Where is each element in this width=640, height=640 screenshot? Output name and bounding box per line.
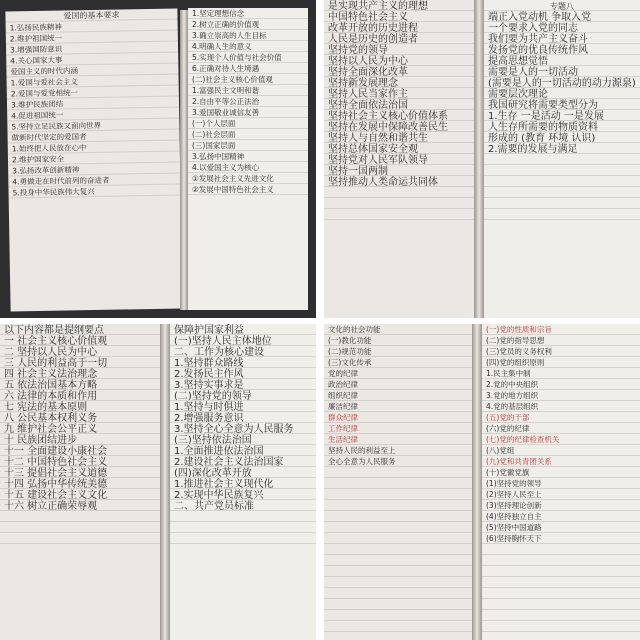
- handwritten-line: [170, 522, 316, 533]
- handwritten-line: (5)坚持中国道路: [482, 522, 640, 533]
- handwritten-line: (三)国家层面: [188, 140, 308, 151]
- handwritten-line: 是实现共产主义的理想: [324, 0, 474, 11]
- handwritten-line: 5.实现个人价值与社会价值: [188, 52, 308, 63]
- handwritten-line: 形成的 (教育 环境 认识): [484, 132, 640, 143]
- handwritten-line: 廉洁纪律: [324, 401, 472, 412]
- notebook-right-page: [188, 8, 308, 310]
- handwritten-line: 坚持人民的利益至上: [324, 445, 472, 456]
- handwritten-line: [324, 478, 472, 489]
- handwritten-line: 坚持人民当家作主: [324, 88, 474, 99]
- handwritten-line: [484, 209, 640, 220]
- handwritten-line: [324, 555, 472, 566]
- handwritten-line: 十三 提倡社会主义道德: [0, 467, 160, 478]
- handwritten-line: 1.爱国与爱社会主义: [7, 75, 179, 89]
- handwritten-line: [324, 621, 472, 632]
- handwritten-line: (1)坚持党的领导: [482, 478, 640, 489]
- handwritten-line: 七 宪法的基本原则: [0, 401, 160, 412]
- handwritten-line: (二)社会层面: [188, 129, 308, 140]
- handwritten-line: [482, 555, 640, 566]
- handwritten-line: (一)党的性质和宗旨: [482, 324, 640, 335]
- handwritten-line: [324, 566, 472, 577]
- handwritten-line: 1.坚持与时俱进: [170, 401, 316, 412]
- handwritten-line: 以下内容都是提纲要点: [0, 324, 160, 335]
- handwritten-line: 坚持一国两制: [324, 165, 474, 176]
- handwritten-line: (3)坚持理论创新: [482, 500, 640, 511]
- handwritten-line: 工作纪律: [324, 423, 472, 434]
- handwritten-line: 3.党的地方组织: [482, 390, 640, 401]
- notebook-right-page: [482, 324, 640, 640]
- notebook-left-page: [324, 0, 474, 318]
- handwritten-line: [482, 621, 640, 632]
- handwritten-line: 坚持党对人民军队领导: [324, 154, 474, 165]
- handwritten-line: 2.增强服务意识: [170, 412, 316, 423]
- notebook-left-page: [324, 324, 472, 640]
- handwritten-line: 政治纪律: [324, 379, 472, 390]
- handwritten-line: 3.坚持实事求是: [170, 379, 316, 390]
- handwritten-line: 2.爱国与爱党相统一: [7, 86, 179, 100]
- handwritten-line: 3.维护民族团结: [7, 97, 179, 111]
- handwritten-line: [0, 533, 160, 544]
- handwritten-line: [0, 522, 160, 533]
- handwritten-line: [484, 176, 640, 187]
- handwritten-line: 发扬党的优良传统作风: [484, 44, 640, 55]
- handwritten-line: 组织纪律: [324, 390, 472, 401]
- handwritten-line: 5.坚持立足民族又面向世界: [7, 119, 179, 133]
- handwritten-line: [324, 187, 474, 198]
- handwritten-line: (一)个人层面: [188, 118, 308, 129]
- handwritten-line: 全心全意为人民服务: [324, 456, 472, 467]
- handwritten-line: [324, 489, 472, 500]
- photo-top-left: [0, 0, 316, 318]
- handwritten-line: 2.树立正确的价值观: [188, 19, 308, 30]
- handwritten-line: 6.正确对待人生境遇: [188, 63, 308, 74]
- handwritten-line: (一)教化功能: [324, 335, 472, 346]
- handwritten-line: 四 社会主义法治理念: [0, 368, 160, 379]
- notebook-left-page: [0, 324, 160, 640]
- handwritten-line: 4.明确人生的意义: [188, 41, 308, 52]
- handwritten-line: 党的纪律: [324, 368, 472, 379]
- handwritten-line: 三 人民的利益高于一切: [0, 357, 160, 368]
- handwritten-line: 5.投身中华民族伟大复兴: [8, 184, 180, 198]
- handwritten-line: 二 坚持以人民为中心: [0, 346, 160, 357]
- handwritten-line: 中国特色社会主义: [324, 11, 474, 22]
- handwritten-line: (六)党的纪律: [482, 423, 640, 434]
- handwritten-line: 1.生存 一是活动 一是发展: [484, 110, 640, 121]
- handwritten-line: 坚持全面依法治国: [324, 99, 474, 110]
- handwritten-line: 2.维护国家安全: [8, 152, 180, 166]
- notebook-right-page: [170, 324, 316, 640]
- handwritten-line: 六 法律的本质和作用: [0, 390, 160, 401]
- handwritten-line: 十二 中国特色社会主义: [0, 456, 160, 467]
- handwritten-line: [482, 588, 640, 599]
- handwritten-line: [482, 577, 640, 588]
- handwritten-line: 坚持新发展理念: [324, 77, 474, 88]
- handwritten-line: 坚持全面深化改革: [324, 66, 474, 77]
- handwritten-line: 3.爱国敬业诚信友善: [188, 107, 308, 118]
- handwritten-line: [482, 566, 640, 577]
- notebook-left-page: [5, 9, 182, 312]
- handwritten-line: [484, 198, 640, 209]
- handwritten-line: [0, 511, 160, 522]
- handwritten-line: 4.以爱国主义为核心: [188, 162, 308, 173]
- handwritten-line: 2.自由平等公正法治: [188, 96, 308, 107]
- handwritten-line: [324, 588, 472, 599]
- handwritten-line: 2.党的中央组织: [482, 379, 640, 390]
- handwritten-line: (三)坚持依法治国: [170, 434, 316, 445]
- handwritten-line: (二)党的指导思想: [482, 335, 640, 346]
- handwritten-line: (2)坚持人民至上: [482, 489, 640, 500]
- handwritten-line: (八)党组: [482, 445, 640, 456]
- handwritten-line: 坚持以人民为中心: [324, 55, 474, 66]
- handwritten-line: 保障护国家利益: [170, 324, 316, 335]
- handwritten-line: 3.坚持全心全意为人民服务: [170, 423, 316, 434]
- handwritten-line: 十 民族团结进步: [0, 434, 160, 445]
- handwritten-line: 五 依法治国基本方略: [0, 379, 160, 390]
- handwritten-line: ②发展中国特色社会主义: [188, 184, 308, 195]
- handwritten-line: (三)文化传承: [324, 357, 472, 368]
- handwritten-line: 坚持人与自然和谐共生: [324, 132, 474, 143]
- handwritten-line: (四)深化改革开放: [170, 467, 316, 478]
- handwritten-line: 九 维护社会公平正义: [0, 423, 160, 434]
- handwritten-line: 坚持推动人类命运共同体: [324, 176, 474, 187]
- handwritten-line: 坚持社会主义核心价值体系: [324, 110, 474, 121]
- handwritten-line: [324, 198, 474, 209]
- handwritten-line: 4.党的基层组织: [482, 401, 640, 412]
- handwritten-line: 3.弘扬改革创新精神: [8, 162, 180, 176]
- handwritten-line: [324, 533, 472, 544]
- handwritten-line: 2.建设社会主义法治国家: [170, 456, 316, 467]
- handwritten-line: 专题八: [484, 0, 640, 11]
- handwritten-line: 1.民主集中制: [482, 368, 640, 379]
- handwritten-line: 人生存所需要的物质资料: [484, 121, 640, 132]
- handwritten-line: 3.增强国防意识: [6, 42, 178, 56]
- handwritten-line: [170, 533, 316, 544]
- handwritten-line: 需要是人的一切活动: [484, 66, 640, 77]
- handwritten-line: (十)党徽党旗: [482, 467, 640, 478]
- handwritten-line: 做新时代坚定的爱国者: [8, 130, 180, 144]
- handwritten-line: (二)规范功能: [324, 346, 472, 357]
- handwritten-line: 二、共产党员标准: [170, 500, 316, 511]
- handwritten-line: (6)坚持胸怀天下: [482, 533, 640, 544]
- handwritten-line: 1.坚定理想信念: [188, 8, 308, 19]
- handwritten-line: [484, 187, 640, 198]
- handwritten-line: (五)党的干部: [482, 412, 640, 423]
- notebook-spine: [160, 324, 170, 640]
- handwritten-line: [482, 544, 640, 555]
- handwritten-line: [324, 577, 472, 588]
- handwritten-line: 1.富强民主文明和谐: [188, 85, 308, 96]
- handwritten-line: [484, 154, 640, 165]
- handwritten-line: (一)坚持人民主体地位: [170, 335, 316, 346]
- handwritten-line: 端正入党动机 争取入党: [484, 11, 640, 22]
- handwritten-line: 我们要为共产主义奋斗: [484, 33, 640, 44]
- handwritten-line: [324, 209, 474, 220]
- handwritten-line: 4.关心国家大事: [6, 53, 178, 67]
- handwritten-line: 坚持在发展中保障改善民生: [324, 121, 474, 132]
- handwritten-line: 十五 建设社会主义文化: [0, 489, 160, 500]
- handwritten-line: (二)坚持党的领导: [170, 390, 316, 401]
- handwritten-line: (九)党和共青团关系: [482, 456, 640, 467]
- handwritten-line: 4.勇做走在时代前列的奋进者: [8, 173, 180, 187]
- handwritten-line: 人民是历史的创造者: [324, 33, 474, 44]
- notebook-spine: [474, 0, 484, 318]
- handwritten-line: 1.推进社会主义现代化: [170, 478, 316, 489]
- handwritten-line: [484, 165, 640, 176]
- handwritten-line: [482, 599, 640, 610]
- handwritten-line: 2.实现中华民族复兴: [170, 489, 316, 500]
- handwritten-line: [324, 511, 472, 522]
- notebook-spine: [180, 10, 188, 310]
- handwritten-line: 爱国主义的时代内涵: [6, 64, 178, 78]
- handwritten-line: [324, 610, 472, 621]
- handwritten-line: (三)党员的义务权利: [482, 346, 640, 357]
- handwritten-line: [324, 522, 472, 533]
- handwritten-line: 我国研究将需要类型分为: [484, 99, 640, 110]
- handwritten-line: 1.坚持群众路线: [170, 357, 316, 368]
- handwritten-line: 文化的社会功能: [324, 324, 472, 335]
- handwritten-line: 提高思想觉悟: [484, 55, 640, 66]
- handwritten-line: 需要层次理论: [484, 88, 640, 99]
- handwritten-line: 坚持总体国家安全观: [324, 143, 474, 154]
- handwritten-line: (需要是人的一切活动的动力源泉): [484, 77, 640, 88]
- photo-top-right: [324, 0, 640, 318]
- handwritten-line: 3.弘扬中国精神: [188, 151, 308, 162]
- handwritten-line: (四)党的组织原则: [482, 357, 640, 368]
- handwritten-line: (七)党的纪律检查机关: [482, 434, 640, 445]
- handwritten-line: (4)坚持独立自主: [482, 511, 640, 522]
- handwritten-line: 一 社会主义核心价值观: [0, 335, 160, 346]
- photo-bottom-left: [0, 324, 316, 640]
- handwritten-line: 群众纪律: [324, 412, 472, 423]
- handwritten-line: 八 公民基本权利义务: [0, 412, 160, 423]
- handwritten-line: (二)社会主义核心价值观: [188, 74, 308, 85]
- handwritten-line: 1.弘扬民族精神: [6, 20, 178, 34]
- handwritten-line: 1.始终把人民放在心中: [8, 141, 180, 155]
- handwritten-line: 2.发扬民主作风: [170, 368, 316, 379]
- notebook-spine: [472, 324, 482, 640]
- handwritten-line: [324, 500, 472, 511]
- handwritten-line: 4.促进祖国统一: [7, 108, 179, 122]
- handwritten-line: 3.确立崇高的人生目标: [188, 30, 308, 41]
- handwritten-line: 十一 全面建设小康社会: [0, 445, 160, 456]
- handwritten-line: 十四 弘扬中华传统美德: [0, 478, 160, 489]
- handwritten-line: 爱国的基本要求: [5, 9, 177, 23]
- handwritten-line: [170, 511, 316, 522]
- handwritten-line: 改革开放的历史进程: [324, 22, 474, 33]
- photo-bottom-right: [324, 324, 640, 640]
- handwritten-line: ①发展社会主义先进文化: [188, 173, 308, 184]
- notebook-right-page: [484, 0, 640, 318]
- handwritten-line: 坚持党的领导: [324, 44, 474, 55]
- handwritten-line: 1.全面推进依法治国: [170, 445, 316, 456]
- handwritten-line: 2.需要的发展与满足: [484, 143, 640, 154]
- handwritten-line: 一个要求入党的同志: [484, 22, 640, 33]
- handwritten-line: [482, 610, 640, 621]
- handwritten-line: [324, 599, 472, 610]
- handwritten-line: [324, 467, 472, 478]
- handwritten-line: 2.维护祖国统一: [6, 31, 178, 45]
- handwritten-line: [324, 544, 472, 555]
- handwritten-line: 生活纪律: [324, 434, 472, 445]
- handwritten-line: 二、工作为核心建设: [170, 346, 316, 357]
- handwritten-line: 十六 树立正确荣辱观: [0, 500, 160, 511]
